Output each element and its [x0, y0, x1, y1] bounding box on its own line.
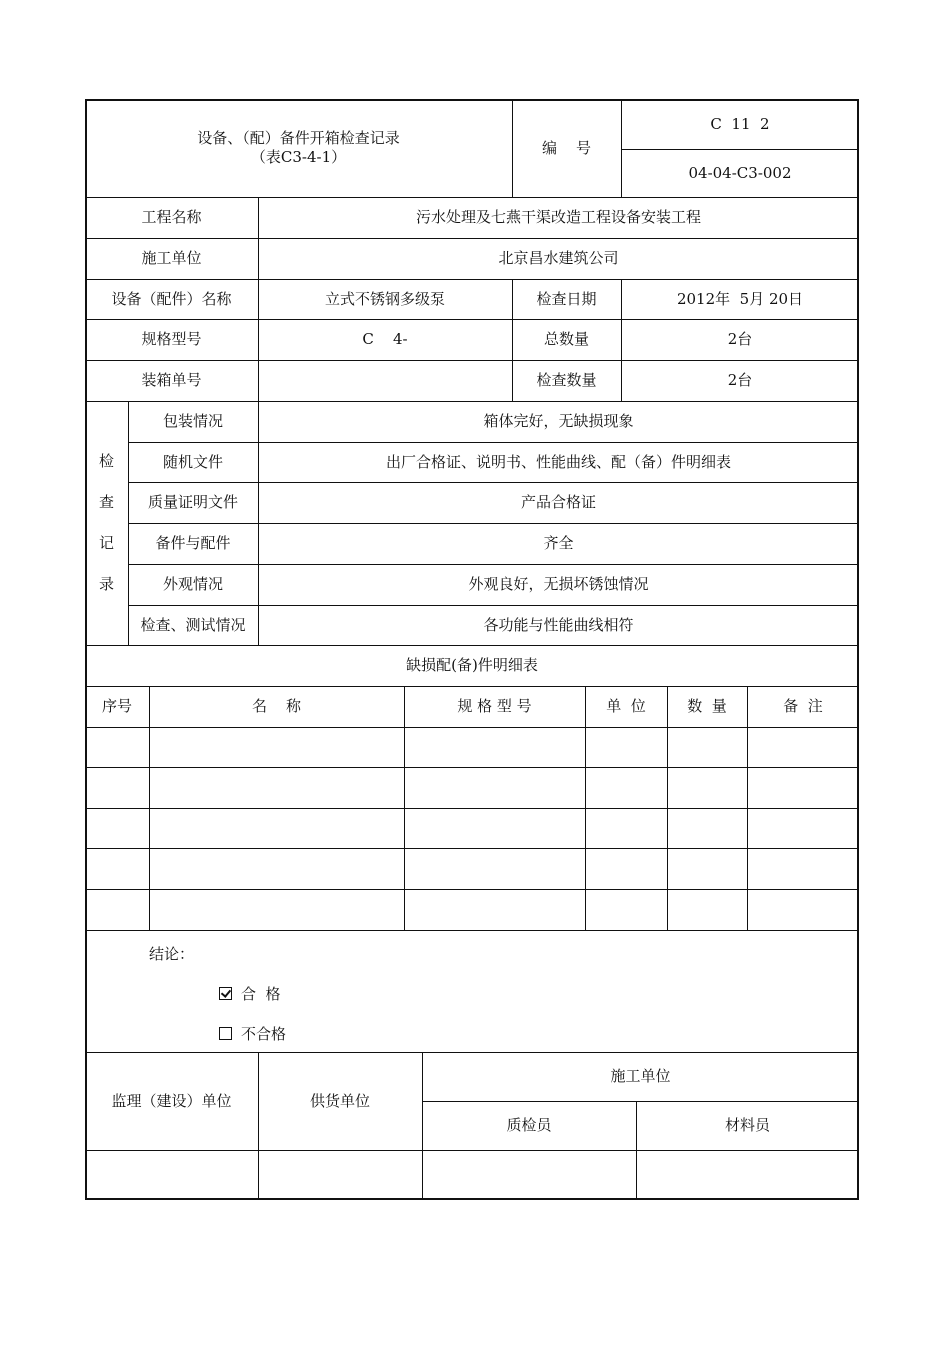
spare-parts-label: 备件与配件	[155, 534, 231, 553]
side-char: 检	[98, 452, 114, 470]
form-title	[85, 99, 512, 197]
inspect-qty-value: 2台	[727, 371, 753, 390]
material-clerk-signature-field[interactable]	[636, 1150, 859, 1200]
pass-label: 合 格	[241, 984, 281, 1003]
conclusion-fail-option[interactable]	[219, 1022, 286, 1044]
conclusion-pass-option[interactable]	[219, 982, 281, 1004]
supplier-label: 供货单位	[309, 1091, 370, 1110]
project-name-value: 污水处理及七燕干渠改造工程设备安装工程	[415, 208, 701, 227]
documents-value: 出厂合格证、说明书、性能曲线、配（备）件明细表	[385, 452, 731, 471]
quality-cert-label: 质量证明文件	[147, 493, 238, 512]
appearance-label: 外观情况	[162, 575, 223, 594]
supplier-signature-field[interactable]	[258, 1150, 422, 1200]
test-value: 各功能与性能曲线相符	[483, 615, 634, 634]
material-clerk-label: 材料员	[724, 1116, 770, 1135]
table-row	[85, 848, 859, 889]
form-title-code: （表C3-4-1）	[250, 148, 347, 166]
defects-title: 缺损配(备)件明细表	[406, 656, 538, 675]
conclusion-label: 结论：	[149, 944, 195, 963]
quality-cert-value: 产品合格证	[520, 493, 596, 512]
table-row	[85, 767, 859, 808]
unchecked-box-icon[interactable]	[219, 1027, 232, 1040]
side-char: 查	[98, 493, 114, 511]
documents-label: 随机文件	[162, 452, 223, 471]
col-header-name: 名 称	[251, 697, 302, 716]
number-top: C 11 2	[710, 114, 770, 133]
col-header-unit: 单 位	[606, 697, 646, 716]
side-char: 记	[98, 534, 114, 552]
model-value: C 4-	[362, 330, 408, 349]
fail-label: 不合格	[241, 1024, 287, 1043]
appearance-value: 外观良好，无损坏锈蚀情况	[468, 575, 649, 594]
number-label: 编 号	[541, 138, 592, 157]
test-label: 检查、测试情况	[140, 615, 246, 634]
total-qty-value: 2台	[727, 330, 753, 349]
side-char: 录	[98, 575, 114, 593]
form-title-main: 设备、（配）备件开箱检查记录	[197, 129, 400, 148]
col-header-no: 序号	[101, 697, 132, 716]
spare-parts-value: 齐全	[543, 534, 574, 553]
project-name-label: 工程名称	[141, 208, 202, 227]
supervisor-signature-field[interactable]	[85, 1150, 258, 1200]
inspection-side-label	[85, 401, 128, 645]
inspection-date-value: 2012年 5月 20日	[676, 289, 804, 308]
model-label: 规格型号	[141, 330, 202, 349]
inspection-date-label: 检查日期	[536, 289, 597, 308]
packing-no-value	[258, 360, 512, 401]
table-row	[85, 889, 859, 930]
total-qty-label: 总数量	[543, 330, 589, 349]
col-header-spec: 规 格 型 号	[457, 697, 532, 716]
contractor-value: 北京昌水建筑公司	[498, 249, 619, 268]
contractor-sign-label: 施工单位	[610, 1067, 671, 1086]
number-bottom: 04-04-C3-002	[688, 163, 792, 182]
contractor-label: 施工单位	[141, 249, 202, 268]
packaging-label: 包装情况	[162, 412, 223, 431]
quality-inspector-label: 质检员	[506, 1116, 552, 1135]
quality-inspector-signature-field[interactable]	[422, 1150, 636, 1200]
equipment-name-label: 设备（配件）名称	[111, 289, 232, 308]
equipment-name-value: 立式不锈钢多级泵	[324, 289, 445, 308]
packaging-value: 箱体完好，无缺损现象	[483, 412, 634, 431]
inspect-qty-label: 检查数量	[536, 371, 597, 390]
checked-box-icon[interactable]	[219, 987, 232, 1000]
table-row	[85, 727, 859, 767]
packing-no-label: 装箱单号	[141, 371, 202, 390]
supervisor-label: 监理（建设）单位	[111, 1091, 232, 1110]
rule	[85, 930, 859, 931]
col-header-remarks: 备 注	[783, 697, 823, 716]
table-row	[85, 808, 859, 848]
col-header-qty: 数 量	[687, 697, 727, 716]
